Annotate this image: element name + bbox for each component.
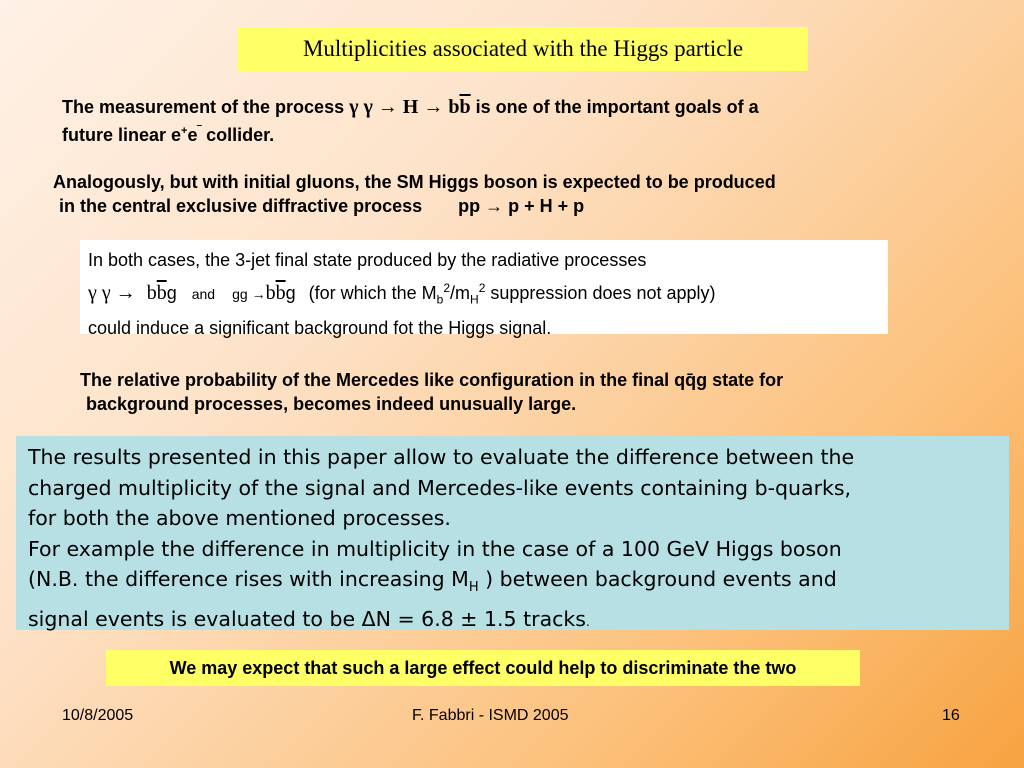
paragraph-gluons: Analogously, but with initial gluons, the SM Higgs boson is expected to be produced in the central exclusive diffractive process pp → p + H + p [53,172,776,216]
results-box: The results presented in this paper allow to evaluate the difference between the charged multiplicity of the signal and Mercedes-like events containing b-quarks, for both the above mentioned processes. For example the difference in multiplicity in the case of a 100 GeV Higgs boson (N.B. the difference rises with increasing $M_H$ ) between background events and signal events is evaluated to be ΔN = 6.8 ± 1.5 tracks. [16,436,1009,630]
conclusion-banner: We may expect that such a large effect could help to discriminate the two [106,650,860,686]
footer-date: 10/8/2005 [62,707,134,724]
footer-page-number: 16 [942,707,960,724]
paragraph-mercedes: The relative probability of the Mercedes like configuration in the final qq̄g state for background processes, becomes indeed unusually large. [80,370,784,414]
footer-author: F. Fabbri - ISMD 2005 [412,707,569,724]
diffractive-process: pp → p + H + p [458,196,585,216]
radiative-processes-line: γ $\gamma \to b\overline{b}g$ and gg $\to b\overline{b}g$ (for which the $M_b^2/m_H^2$ suppression does not apply) [88,281,716,307]
background-note-box: In both cases, the 3-jet final state produced by the radiative processes γ $\gamma \to b\overline{b}g$ and gg $\to b\overline{b}g$ (for which the $M_b^2/m_H^2$ suppression does not apply) could induce a significant background fot the Higgs signal. [80,240,888,334]
formula-higgs: γ γ → H → [349,96,449,118]
slide-title: Multiplicities associated with the Higgs particle [238,27,808,71]
paragraph-higgs-process [62,95,759,147]
paragraph-higgs-line1: The measurement of the process γ $\gamma \to H \to b\overline{b}$ is one of the important goals of a [62,96,759,118]
paragraph-higgs-line2: future linear e+e‾ collider. [62,125,275,145]
